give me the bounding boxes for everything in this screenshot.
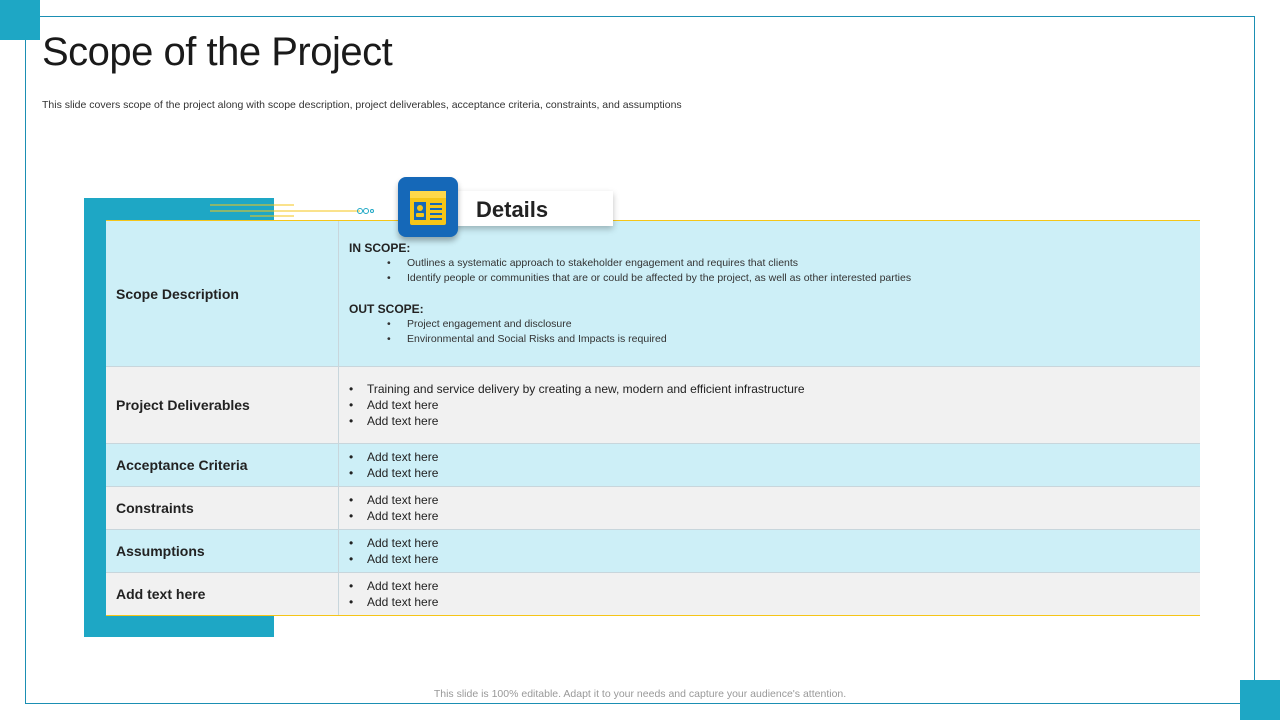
- list-item: • Add text here: [349, 535, 1200, 551]
- list-item: • Add text here: [349, 492, 1200, 508]
- row-label: Constraints: [106, 487, 339, 529]
- table-row: [106, 573, 1200, 615]
- row-content: [339, 573, 1200, 615]
- row-label: Project Deliverables: [106, 367, 339, 443]
- document-card-icon: [398, 177, 458, 237]
- list-item: • Project engagement and disclosure: [349, 317, 1200, 332]
- table-row: [106, 367, 1200, 444]
- list-item: • Identify people or communities that are or could be affected by the project, as well as other interested parties: [349, 271, 1200, 286]
- row-content: [339, 444, 1200, 486]
- list-item: • Add text here: [349, 578, 1200, 594]
- list-item: • Add text here: [349, 508, 1200, 524]
- corner-accent-bottom-right: [1240, 680, 1280, 720]
- list-item: • Add text here: [349, 594, 1200, 610]
- list-item: • Training and service delivery by creating a new, modern and efficient infrastructure: [349, 381, 1200, 397]
- table-row: [106, 530, 1200, 573]
- row-label: Add text here: [106, 573, 339, 615]
- details-label: Details: [476, 197, 549, 222]
- scope-table: [106, 220, 1200, 616]
- list-item: • Add text here: [349, 413, 1200, 429]
- row-label: Acceptance Criteria: [106, 444, 339, 486]
- list-item: • Add text here: [349, 465, 1200, 481]
- table-row: [106, 444, 1200, 487]
- row-content: [339, 487, 1200, 529]
- footer-note: This slide is 100% editable. Adapt it to your needs and capture your audience's attention.: [433, 688, 847, 700]
- list-item: • Add text here: [349, 397, 1200, 413]
- table-row: [106, 221, 1200, 367]
- in-scope-list: [349, 256, 1200, 286]
- row-content: [339, 530, 1200, 572]
- in-scope-heading: IN SCOPE:: [349, 241, 411, 255]
- list-item: • Add text here: [349, 551, 1200, 567]
- out-scope-list: [349, 317, 1200, 347]
- page-subtitle: This slide covers scope of the project along with scope description, project deliverables, acceptance criteria, constraints, and assumptions: [42, 99, 682, 111]
- out-scope-heading: OUT SCOPE:: [349, 302, 424, 316]
- corner-accent-top-left: [0, 0, 40, 40]
- row-label: Scope Description: [106, 221, 339, 366]
- list-item: • Outlines a systematic approach to stakeholder engagement and requires that clients: [349, 256, 1200, 271]
- row-label: Assumptions: [106, 530, 339, 572]
- table-row: [106, 487, 1200, 530]
- row-content: [339, 221, 1200, 366]
- list-item: • Add text here: [349, 449, 1200, 465]
- row-content: [339, 367, 1200, 443]
- page-title: Scope of the Project: [42, 30, 393, 74]
- decorative-lines: [210, 203, 380, 219]
- list-item: • Environmental and Social Risks and Impacts is required: [349, 332, 1200, 347]
